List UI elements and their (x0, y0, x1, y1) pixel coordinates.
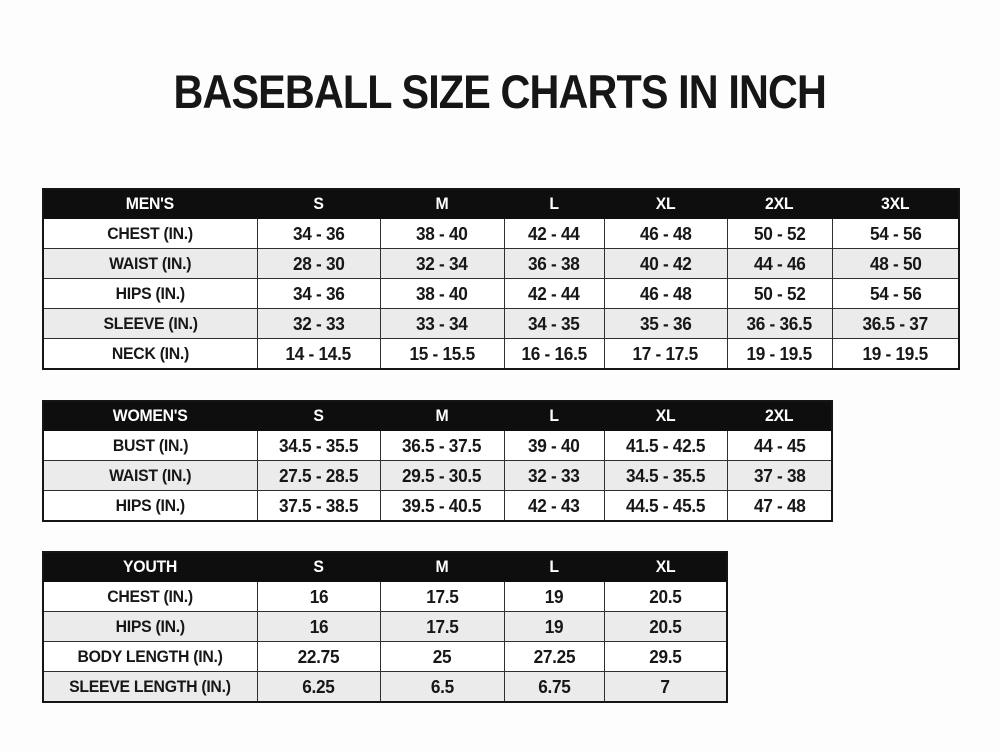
size-column-header-cell (604, 401, 727, 431)
size-value: 38 - 40 (416, 282, 468, 304)
size-value-cell (380, 339, 504, 370)
size-value-cell (504, 219, 604, 249)
table-group-header-cell (43, 401, 257, 431)
size-value: 39.5 - 40.5 (402, 494, 482, 516)
table-row (43, 612, 727, 642)
size-column-header-cell (727, 189, 832, 219)
size-value-cell (257, 249, 380, 279)
size-value: 7 (660, 675, 670, 697)
size-value-cell (504, 309, 604, 339)
size-value: 19 - 19.5 (862, 342, 928, 364)
measurement-label-cell (43, 491, 257, 522)
size-column-label: 3XL (881, 194, 910, 213)
size-value: 19 - 19.5 (746, 342, 813, 364)
size-value-cell (257, 491, 380, 522)
page-title-text: BASEBALL SIZE CHARTS IN INCH (173, 65, 827, 118)
size-value-cell (832, 309, 959, 339)
size-value-cell (727, 491, 832, 522)
size-value: 17 - 17.5 (632, 342, 699, 364)
measurement-label-cell (43, 339, 257, 370)
mens-size-chart (42, 188, 960, 370)
size-value: 34 - 36 (292, 282, 345, 304)
size-value: 32 - 33 (292, 312, 345, 334)
size-value-cell (380, 612, 504, 642)
measurement-label-cell (43, 642, 257, 672)
measurement-label: HIPS (IN.) (115, 616, 185, 636)
measurement-label: WAIST (IN.) (109, 253, 192, 273)
womens-size-chart-table (42, 400, 833, 522)
size-value-cell (727, 431, 832, 461)
size-value: 54 - 56 (869, 282, 922, 304)
measurement-label-cell (43, 279, 257, 309)
size-value-cell (604, 339, 727, 370)
table-header-row (43, 552, 727, 582)
measurement-label: SLEEVE LENGTH (IN.) (69, 676, 232, 696)
size-value-cell (380, 249, 504, 279)
size-value: 25 (432, 645, 452, 667)
size-value: 42 - 44 (528, 222, 580, 244)
size-value-cell (504, 642, 604, 672)
size-value-cell (604, 249, 727, 279)
size-column-label: M (435, 194, 449, 213)
size-value-cell (604, 642, 727, 672)
size-value-cell (504, 431, 604, 461)
size-value-cell (257, 309, 380, 339)
womens-size-chart (42, 400, 833, 522)
table-row (43, 431, 832, 461)
size-value-cell (380, 279, 504, 309)
size-value: 50 - 52 (753, 282, 806, 304)
measurement-label-cell (43, 582, 257, 612)
size-value: 33 - 34 (416, 312, 468, 334)
measurement-label: HIPS (IN.) (115, 495, 185, 515)
measurement-label: CHEST (IN.) (107, 223, 194, 243)
size-value-cell (504, 612, 604, 642)
size-column-header-cell (604, 189, 727, 219)
table-row (43, 219, 959, 249)
size-value-cell (380, 219, 504, 249)
size-value-cell (257, 461, 380, 491)
size-value: 47 - 48 (753, 494, 806, 516)
table-header-row (43, 401, 832, 431)
size-value-cell (380, 491, 504, 522)
size-value: 14 - 14.5 (285, 342, 352, 364)
size-value: 19 (544, 615, 564, 637)
size-value: 36.5 - 37 (862, 312, 928, 334)
size-value-cell (832, 279, 959, 309)
size-value: 22.75 (297, 645, 340, 667)
table-group-title: MEN'S (126, 194, 175, 213)
size-column-label: 2XL (765, 194, 794, 213)
size-value-cell (727, 461, 832, 491)
size-value-cell (604, 279, 727, 309)
size-value-cell (257, 642, 380, 672)
youth-size-chart-table (42, 551, 728, 703)
measurement-label-cell (43, 431, 257, 461)
size-value-cell (604, 612, 727, 642)
size-value: 54 - 56 (869, 222, 922, 244)
size-value: 6.5 (430, 675, 454, 697)
size-column-header-cell (257, 189, 380, 219)
size-column-label: XL (655, 194, 676, 213)
table-row (43, 491, 832, 522)
size-value-cell (832, 339, 959, 370)
size-column-label: XL (655, 406, 676, 425)
measurement-label: HIPS (IN.) (115, 283, 185, 303)
measurement-label-cell (43, 672, 257, 703)
size-value-cell (380, 582, 504, 612)
size-value: 46 - 48 (639, 282, 692, 304)
size-value: 34.5 - 35.5 (278, 434, 359, 456)
size-value-cell (504, 672, 604, 703)
size-value-cell (832, 249, 959, 279)
size-column-header-cell (380, 552, 504, 582)
size-column-label: M (435, 557, 449, 576)
size-value: 36 - 38 (528, 252, 580, 274)
size-column-header-cell (380, 189, 504, 219)
size-value: 42 - 44 (528, 282, 580, 304)
size-value: 16 (309, 585, 328, 607)
size-value-cell (380, 309, 504, 339)
table-row (43, 279, 959, 309)
size-value-cell (504, 582, 604, 612)
size-value: 36 - 36.5 (746, 312, 813, 334)
size-value-cell (257, 279, 380, 309)
table-group-title: WOMEN'S (112, 406, 188, 425)
table-row (43, 461, 832, 491)
measurement-label: WAIST (IN.) (109, 465, 192, 485)
size-column-header-cell (257, 552, 380, 582)
size-value: 6.75 (537, 675, 571, 697)
size-column-header-cell (504, 189, 604, 219)
size-value-cell (832, 219, 959, 249)
size-value-cell (727, 249, 832, 279)
size-column-label: L (549, 406, 559, 425)
size-value: 15 - 15.5 (409, 342, 475, 364)
size-value: 50 - 52 (753, 222, 806, 244)
size-value: 36.5 - 37.5 (402, 434, 482, 456)
size-column-header-cell (832, 189, 959, 219)
size-value-cell (257, 219, 380, 249)
size-value: 19 (544, 585, 564, 607)
size-value-cell (604, 582, 727, 612)
size-value-cell (604, 672, 727, 703)
table-row (43, 582, 727, 612)
size-value-cell (727, 279, 832, 309)
size-value: 37.5 - 38.5 (278, 494, 359, 516)
size-value-cell (257, 582, 380, 612)
table-row (43, 249, 959, 279)
size-value-cell (380, 672, 504, 703)
size-value: 34.5 - 35.5 (625, 464, 706, 486)
table-row (43, 339, 959, 370)
size-column-label: S (313, 557, 324, 576)
size-value-cell (604, 461, 727, 491)
size-value-cell (604, 431, 727, 461)
size-column-header-cell (604, 552, 727, 582)
size-value-cell (604, 491, 727, 522)
measurement-label-cell (43, 461, 257, 491)
size-value-cell (257, 612, 380, 642)
size-value-cell (504, 339, 604, 370)
measurement-label: CHEST (IN.) (107, 586, 194, 606)
size-value: 27.25 (533, 645, 575, 667)
size-value: 48 - 50 (869, 252, 922, 274)
measurement-label: BODY LENGTH (IN.) (77, 646, 223, 666)
size-value-cell (380, 461, 504, 491)
size-value: 46 - 48 (639, 222, 692, 244)
size-value: 34 - 35 (528, 312, 580, 334)
measurement-label: SLEEVE (IN.) (103, 313, 198, 333)
size-value: 34 - 36 (292, 222, 345, 244)
size-value: 27.5 - 28.5 (278, 464, 359, 486)
size-value-cell (380, 642, 504, 672)
size-value: 16 - 16.5 (521, 342, 587, 364)
size-value: 40 - 42 (639, 252, 692, 274)
size-value-cell (380, 431, 504, 461)
size-value-cell (504, 491, 604, 522)
measurement-label: BUST (IN.) (112, 435, 188, 455)
size-value: 37 - 38 (753, 464, 806, 486)
size-value-cell (604, 309, 727, 339)
size-column-label: S (313, 406, 324, 425)
size-value: 44 - 45 (753, 434, 806, 456)
size-value-cell (257, 431, 380, 461)
mens-size-chart-table (42, 188, 960, 370)
measurement-label: NECK (IN.) (111, 343, 189, 363)
size-value-cell (504, 461, 604, 491)
size-column-label: XL (655, 557, 676, 576)
size-value: 20.5 (649, 585, 682, 607)
size-value-cell (727, 339, 832, 370)
size-column-label: M (435, 406, 449, 425)
size-value: 17.5 (425, 585, 459, 607)
size-column-header-cell (380, 401, 504, 431)
size-value: 38 - 40 (416, 222, 468, 244)
table-row (43, 309, 959, 339)
measurement-label-cell (43, 309, 257, 339)
size-value: 39 - 40 (528, 434, 580, 456)
size-column-label: L (549, 557, 559, 576)
size-value-cell (604, 219, 727, 249)
size-column-label: L (549, 194, 559, 213)
size-column-label: S (313, 194, 324, 213)
size-value: 17.5 (425, 615, 459, 637)
size-value: 44 - 46 (753, 252, 806, 274)
measurement-label-cell (43, 249, 257, 279)
size-value: 6.25 (302, 675, 335, 697)
table-row (43, 642, 727, 672)
page-title (0, 64, 1000, 119)
size-column-header-cell (257, 401, 380, 431)
measurement-label-cell (43, 219, 257, 249)
size-value-cell (504, 249, 604, 279)
table-group-title: YOUTH (123, 557, 178, 576)
size-value: 29.5 (649, 645, 682, 667)
size-column-header-cell (727, 401, 832, 431)
size-value: 16 (309, 615, 328, 637)
size-value: 28 - 30 (292, 252, 345, 274)
size-value: 44.5 - 45.5 (625, 494, 706, 516)
size-value: 41.5 - 42.5 (625, 434, 706, 456)
size-value-cell (504, 279, 604, 309)
size-value: 32 - 33 (528, 464, 580, 486)
size-value-cell (727, 219, 832, 249)
table-header-row (43, 189, 959, 219)
size-value: 35 - 36 (639, 312, 692, 334)
size-value: 32 - 34 (416, 252, 468, 274)
size-column-label: 2XL (765, 406, 794, 425)
size-value-cell (257, 672, 380, 703)
size-value: 20.5 (649, 615, 682, 637)
table-row (43, 672, 727, 703)
table-group-header-cell (43, 552, 257, 582)
measurement-label-cell (43, 612, 257, 642)
size-value: 29.5 - 30.5 (402, 464, 482, 486)
size-value-cell (257, 339, 380, 370)
size-column-header-cell (504, 401, 604, 431)
size-column-header-cell (504, 552, 604, 582)
size-value-cell (727, 309, 832, 339)
youth-size-chart (42, 551, 728, 703)
table-group-header-cell (43, 189, 257, 219)
size-value: 42 - 43 (528, 494, 580, 516)
